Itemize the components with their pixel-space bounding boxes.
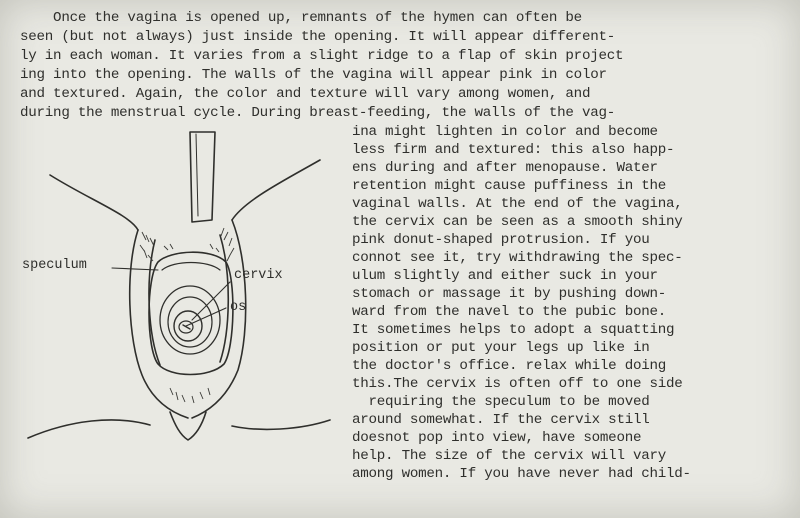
text-line-13: pink donut-shaped protrusion. If you	[352, 232, 650, 248]
os-label: os	[230, 300, 247, 315]
text-line-22: requiring the speculum to be moved	[352, 394, 650, 410]
text-line-14: connot see it, try withdrawing the spec-	[352, 250, 683, 266]
text-line-23: around somewhat. If the cervix still	[352, 412, 650, 428]
text-line-15: ulum slightly and either suck in your	[352, 268, 658, 284]
text-line-20: the doctor's office. relax while doing	[352, 358, 667, 374]
speculum-label: speculum	[22, 258, 87, 273]
text-line-1: Once the vagina is opened up, remnants of the hymen can often be	[20, 10, 582, 26]
speculum-drawing	[20, 120, 350, 460]
text-line-18: It sometimes helps to adopt a squatting	[352, 322, 675, 338]
text-line-16: stomach or massage it by pushing down-	[352, 286, 667, 302]
text-line-7: ina might lighten in color and become	[352, 124, 658, 140]
text-line-26: among women. If you have never had child-	[352, 466, 691, 482]
text-line-11: vaginal walls. At the end of the vagina,	[352, 196, 683, 212]
text-line-2: seen (but not always) just inside the opening. It will appear different-	[20, 29, 615, 45]
text-line-21: this.The cervix is often off to one side	[352, 376, 683, 392]
text-line-5: and textured. Again, the color and texture will vary among women, and	[20, 86, 591, 102]
text-line-10: retention might cause puffiness in the	[352, 178, 667, 194]
text-line-4: ing into the opening. The walls of the vagina will appear pink in color	[20, 67, 607, 83]
text-line-12: the cervix can be seen as a smooth shiny	[352, 214, 683, 230]
text-line-3: ly in each woman. It varies from a slight ridge to a flap of skin project	[20, 48, 624, 64]
speculum-illustration	[20, 120, 350, 460]
text-line-6: during the menstrual cycle. During breast-feeding, the walls of the vag-	[20, 105, 615, 121]
text-line-25: help. The size of the cervix will vary	[352, 448, 667, 464]
text-line-8: less firm and textured: this also happ-	[352, 142, 675, 158]
cervix-label: cervix	[234, 268, 283, 283]
text-line-19: position or put your legs up like in	[352, 340, 650, 356]
text-line-9: ens during and after menopause. Water	[352, 160, 658, 176]
text-line-24: doesnot pop into view, have someone	[352, 430, 642, 446]
text-line-17: ward from the navel to the pubic bone.	[352, 304, 667, 320]
